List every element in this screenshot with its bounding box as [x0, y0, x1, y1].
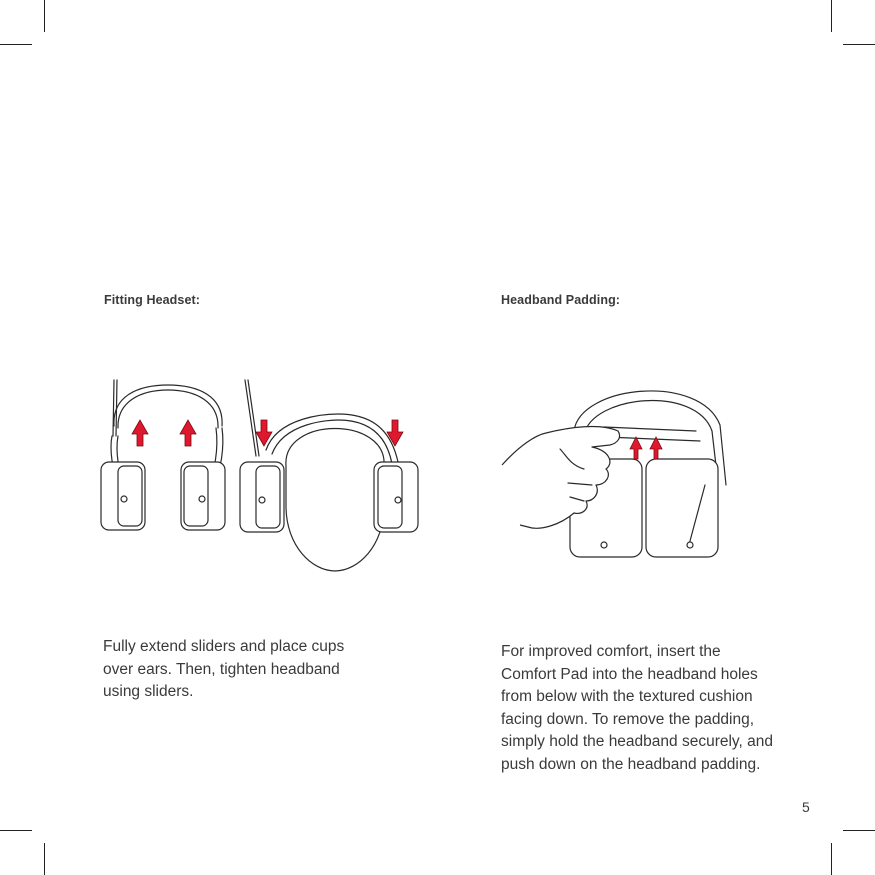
padding-instructions — [501, 641, 773, 776]
text-line: facing down. To remove the padding, — [501, 710, 755, 728]
text-line: over ears. Then, tighten headband — [103, 660, 340, 678]
headset-on-head-illustration — [238, 376, 428, 576]
text-line: from below with the textured cushion — [501, 688, 753, 705]
crop-mark — [44, 843, 45, 875]
fitting-instructions — [103, 636, 344, 704]
up-arrow-icon — [180, 420, 196, 446]
fitting-headset-heading: Fitting Headset: — [104, 293, 201, 307]
headband-padding-heading: Headband Padding: — [501, 293, 621, 307]
text-line: Fully extend sliders and place cups — [103, 638, 345, 655]
text-line: Comfort Pad into the headband holes — [501, 665, 758, 683]
up-arrow-icon — [650, 437, 662, 459]
crop-mark — [831, 0, 832, 32]
crop-mark — [843, 44, 875, 45]
text-line: For improved comfort, insert the — [501, 643, 721, 660]
text-line: using sliders. — [103, 683, 194, 700]
text-line: push down on the headband padding. — [501, 755, 761, 773]
headband-padding-illustration — [500, 365, 730, 565]
down-arrow-icon — [387, 420, 403, 446]
text-line: simply hold the headband securely, and — [501, 733, 773, 750]
up-arrow-icon — [630, 437, 642, 459]
crop-mark — [0, 830, 32, 831]
headset-extended-illustration — [98, 376, 238, 536]
crop-mark — [843, 830, 875, 831]
crop-mark — [831, 843, 832, 875]
up-arrow-icon — [132, 420, 148, 446]
crop-mark — [44, 0, 45, 32]
crop-mark — [0, 44, 32, 45]
page-number: 5 — [802, 799, 810, 815]
